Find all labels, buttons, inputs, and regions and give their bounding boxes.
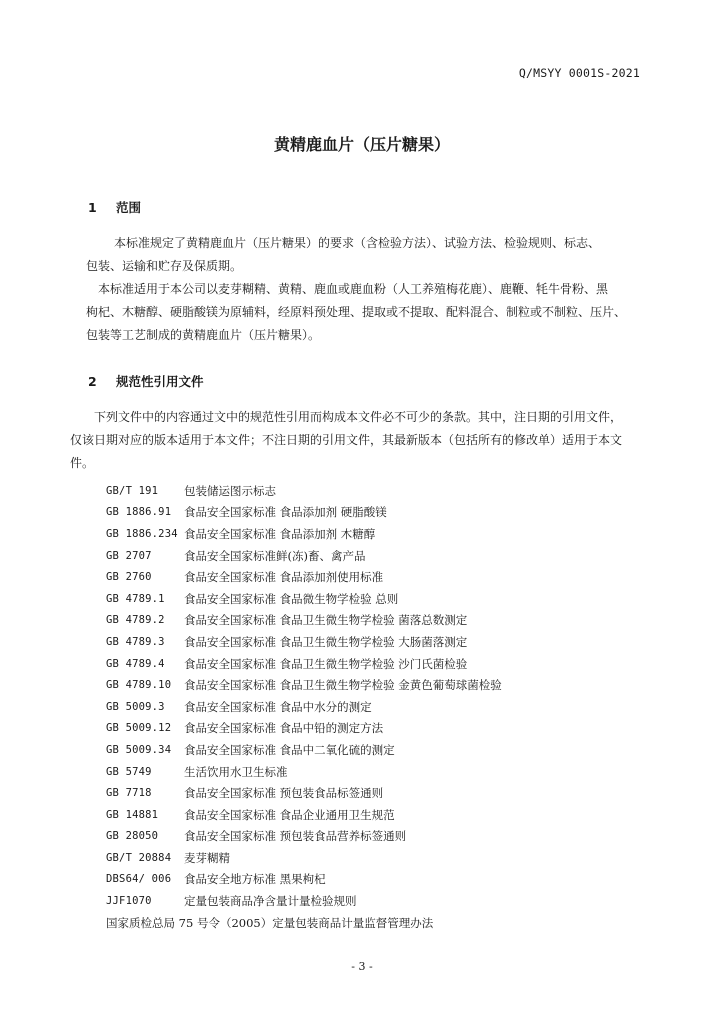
reference-code: GB 4789.4	[106, 657, 165, 670]
reference-title: 食品安全国家标准 食品卫生微生物学检验 大肠菌落测定	[184, 634, 468, 649]
section-number: 2	[88, 374, 97, 389]
reference-item	[106, 653, 666, 675]
scope-paragraph-2	[74, 278, 664, 347]
reference-item	[106, 804, 666, 826]
reference-title: 食品安全国家标准 食品中水分的测定	[184, 699, 372, 714]
reference-title: 定量包装商品净含量计量检验规则	[184, 894, 357, 909]
reference-title: 食品安全国家标准 食品卫生微生物学检验 沙门氏菌检验	[184, 656, 468, 671]
reference-item	[106, 847, 666, 869]
reference-item	[106, 566, 666, 588]
reference-code: GB 5749	[106, 765, 152, 778]
reference-item	[106, 545, 666, 567]
paragraph-line: 枸杞、木糖醇、硬脂酸镁为原辅料，经原料预处理、提取或不提取、配料混合、制粒或不制粒、压片、	[86, 305, 627, 319]
reference-title: 食品安全国家标准 食品中铅的测定方法	[184, 721, 384, 736]
reference-code: GB 2760	[106, 571, 152, 584]
section-heading-scope	[88, 198, 141, 216]
reference-full-text: 国家质检总局 75 号令（2005）定量包装商品计量监督管理办法	[106, 915, 434, 930]
reference-item	[106, 869, 666, 891]
reference-item	[106, 523, 666, 545]
reference-code: GB 28050	[106, 830, 159, 843]
reference-item	[106, 480, 666, 502]
reference-item	[106, 761, 666, 783]
reference-title: 生活饮用水卫生标准	[184, 764, 288, 779]
reference-item	[106, 631, 666, 653]
reference-code: GB 5009.34	[106, 743, 172, 756]
scope-paragraph-1	[74, 232, 664, 278]
reference-item	[106, 696, 666, 718]
reference-item	[106, 610, 666, 632]
reference-code: GB 4789.3	[106, 635, 165, 648]
reference-code: GB 5009.3	[106, 700, 165, 713]
reference-title: 食品安全国家标准 食品添加剂使用标准	[184, 570, 384, 585]
reference-title: 食品安全国家标准 食品中二氧化硫的测定	[184, 742, 395, 757]
reference-code: GB/T 191	[106, 484, 159, 497]
document-code: Q/MSYY 0001S-2021	[518, 66, 640, 80]
reference-item	[106, 739, 666, 761]
reference-title: 食品安全国家标准 食品添加剂 硬脂酸镁	[184, 505, 387, 520]
reference-list	[106, 480, 666, 933]
reference-code: GB 14881	[106, 808, 159, 821]
paragraph-line: 本标准适用于本公司以麦芽糊精、黄精、鹿血或鹿血粉（人工养殖梅花鹿）、鹿鞭、牦牛骨粉、黑	[98, 282, 609, 296]
reference-item	[106, 782, 666, 804]
section-title: 范围	[116, 200, 142, 215]
document-title: 黄精鹿血片（压片糖果）	[273, 135, 450, 154]
reference-title: 食品安全国家标准 预包装食品营养标签通则	[184, 829, 407, 844]
reference-code: GB 7718	[106, 787, 152, 800]
reference-title: 麦芽糊精	[184, 850, 230, 865]
reference-title: 食品安全国家标准 食品企业通用卫生规范	[184, 807, 395, 822]
reference-item	[106, 588, 666, 610]
reference-item	[106, 890, 666, 912]
section-title: 规范性引用文件	[116, 374, 204, 389]
reference-item	[106, 718, 666, 740]
references-intro-paragraph	[70, 406, 666, 475]
reference-item	[106, 502, 666, 524]
reference-code: GB 4789.1	[106, 592, 165, 605]
reference-code: GB/T 20884	[106, 851, 172, 864]
section-number: 1	[88, 200, 97, 215]
reference-code: DBS64/ 006	[106, 873, 172, 886]
page-number: - 3 -	[351, 960, 373, 973]
reference-code: JJF1070	[106, 895, 152, 908]
paragraph-line: 包装等工艺制成的黄精鹿血片（压片糖果）。	[86, 328, 321, 342]
reference-title: 食品安全国家标准 食品添加剂 木糖醇	[184, 526, 376, 541]
reference-code: GB 1886.91	[106, 506, 172, 519]
reference-code: GB 5009.12	[106, 722, 172, 735]
reference-title: 食品安全国家标准鲜(冻)畜、禽产品	[184, 548, 366, 563]
reference-title: 食品安全国家标准 食品卫生微生物学检验 金黄色葡萄球菌检验	[184, 678, 502, 693]
reference-title: 食品安全国家标准 食品卫生微生物学检验 菌落总数测定	[184, 613, 468, 628]
reference-title: 食品安全国家标准 食品微生物学检验 总则	[184, 591, 399, 606]
paragraph-line: 件。	[70, 456, 95, 470]
paragraph-line: 下列文件中的内容通过文中的规范性引用而构成本文件必不可少的条款。其中，注日期的引用文件，	[94, 410, 623, 424]
reference-item	[106, 826, 666, 848]
paragraph-line: 包装、运输和贮存及保质期。	[86, 259, 243, 273]
reference-code: GB 4789.10	[106, 679, 172, 692]
paragraph-line: 仅该日期对应的版本适用于本文件；不注日期的引用文件，其最新版本（包括所有的修改单）适用于本文	[70, 433, 623, 447]
section-heading-normative-references	[88, 372, 204, 390]
reference-item	[106, 912, 666, 934]
paragraph-line: 本标准规定了黄精鹿血片（压片糖果）的要求（含检验方法）、试验方法、检验规则、标志、	[114, 236, 601, 250]
reference-title: 食品安全国家标准 预包装食品标签通则	[184, 786, 384, 801]
reference-code: GB 4789.2	[106, 614, 165, 627]
reference-title: 包装储运图示标志	[184, 483, 276, 498]
reference-item	[106, 674, 666, 696]
reference-title: 食品安全地方标准 黑果枸杞	[184, 872, 326, 887]
reference-code: GB 1886.234	[106, 527, 178, 540]
reference-code: GB 2707	[106, 549, 152, 562]
